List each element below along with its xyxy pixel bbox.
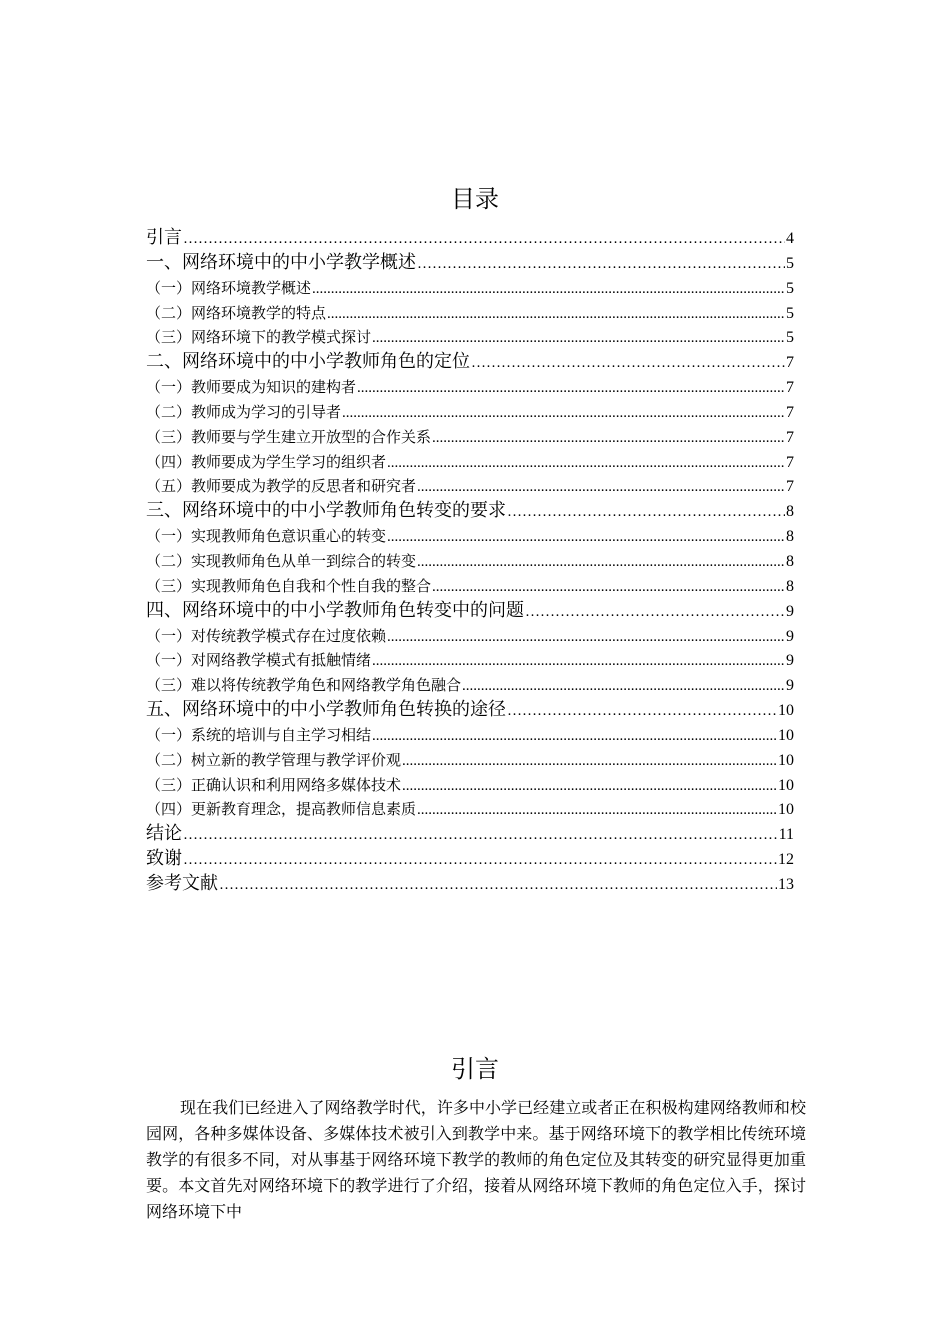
toc-dot-leader <box>417 475 785 499</box>
toc-section-entry[interactable] <box>146 301 794 326</box>
toc-section-entry[interactable] <box>146 648 794 673</box>
toc-entry-label: （四）教师要成为学生学习的组织者 <box>146 452 387 471</box>
toc-entry-label: 一、网络环境中的中小学教学概述 <box>146 251 416 273</box>
toc-dot-leader <box>507 500 785 524</box>
toc-section-entry[interactable] <box>146 624 794 649</box>
toc-section-entry[interactable] <box>146 574 794 599</box>
toc-chapter-entry[interactable] <box>146 226 794 251</box>
toc-entry-label: （二）网络环境教学的特点 <box>146 303 327 322</box>
toc-section-entry[interactable] <box>146 425 794 450</box>
intro-title: 引言 <box>451 1055 499 1083</box>
toc-page-number: 7 <box>786 403 794 421</box>
toc-chapter-entry[interactable] <box>146 698 794 723</box>
toc-section-entry[interactable] <box>146 723 794 748</box>
intro-paragraph: 现在我们已经进入了网络教学时代，许多中小学已经建立或者正在积极构建网络教师和校园网，各种多媒体设备、多媒体技术被引入到教学中来。基于网络环境下的教学相比传统环境教学的有很多不同，对从事基于网络环境下教学的教师的角色定位及其转变的研究显得更加重要。本文首先对网络环境下的教学进行了介绍，接着从网络环境下教师的角色定位入手，探讨网络环境下中 <box>146 1098 806 1221</box>
toc-entry-label: （三）正确认识和利用网络多媒体技术 <box>146 775 402 794</box>
toc-page-number: 4 <box>786 230 794 247</box>
toc-page-number: 9 <box>786 652 794 670</box>
toc-entry-label: 五、网络环境中的中小学教师角色转换的途径 <box>146 699 506 721</box>
toc-dot-leader <box>402 749 777 773</box>
toc-dot-leader <box>432 426 785 450</box>
toc-entry-label: 二、网络环境中的中小学教师角色的定位 <box>146 351 470 373</box>
toc-dot-leader <box>357 376 785 400</box>
toc-page-number: 5 <box>786 304 794 322</box>
toc-dot-leader <box>312 277 785 301</box>
toc-page-number: 10 <box>778 702 794 720</box>
toc-section-entry[interactable] <box>146 325 794 350</box>
toc-section-entry[interactable] <box>146 375 794 400</box>
toc-section-entry[interactable] <box>146 450 794 475</box>
toc-entry-label: （三）难以将传统教学角色和网络教学角色融合 <box>146 676 462 695</box>
toc-page-number: 10 <box>778 776 794 794</box>
toc-section-entry[interactable] <box>146 549 794 574</box>
toc-page-number: 7 <box>786 379 794 397</box>
toc-dot-leader <box>183 227 785 251</box>
toc-entry-label: （一）教师要成为知识的建构者 <box>146 378 357 397</box>
toc-section-entry[interactable] <box>146 474 794 499</box>
toc-chapter-entry[interactable] <box>146 251 794 276</box>
toc-page-number: 5 <box>786 254 794 272</box>
toc-dot-leader <box>417 252 785 276</box>
toc-section-entry[interactable] <box>146 773 794 798</box>
toc-dot-leader <box>183 823 778 847</box>
toc-section-entry[interactable] <box>146 400 794 425</box>
toc-section-entry[interactable] <box>146 524 794 549</box>
toc-entry-label: （四）更新教育理念，提高教师信息素质 <box>146 800 417 819</box>
toc-entry-label: （一）对传统教学模式存在过度依赖 <box>146 626 387 645</box>
toc-page-number: 8 <box>786 503 794 521</box>
toc-entry-label: 引言 <box>146 227 182 248</box>
toc-dot-leader <box>417 550 785 574</box>
toc-dot-leader <box>525 600 785 624</box>
toc-dot-leader <box>432 575 785 599</box>
toc-entry-label: 参考文献 <box>146 872 218 894</box>
toc-page-number: 9 <box>786 602 794 620</box>
toc-page-number: 12 <box>778 851 794 869</box>
toc-entry-label: （一）系统的培训与自主学习相结 <box>146 725 372 744</box>
toc-section-entry[interactable] <box>146 748 794 773</box>
toc-page-number: 10 <box>778 726 794 744</box>
toc-page-number: 11 <box>778 826 794 844</box>
toc-section-entry[interactable] <box>146 797 794 822</box>
toc-entry-label: （二）教师成为学习的引导者 <box>146 402 342 421</box>
toc-entry-label: （三）教师要与学生建立开放型的合作关系 <box>146 427 432 446</box>
toc-dot-leader <box>372 326 785 350</box>
toc-chapter-entry[interactable] <box>146 499 794 524</box>
toc-entry-label: 四、网络环境中的中小学教师角色转变中的问题 <box>146 599 524 621</box>
toc-page-number: 9 <box>786 677 794 695</box>
toc-dot-leader <box>387 451 785 475</box>
toc-entry-label: （三）实现教师角色自我和个性自我的整合 <box>146 576 432 595</box>
toc-page-number: 5 <box>786 279 794 297</box>
toc-page-number: 8 <box>786 577 794 595</box>
toc-dot-leader <box>387 525 785 549</box>
toc-entry-label: 三、网络环境中的中小学教师角色转变的要求 <box>146 500 506 522</box>
toc-page-number: 7 <box>786 453 794 471</box>
toc-page-number: 7 <box>786 428 794 446</box>
toc-chapter-entry[interactable] <box>146 350 794 375</box>
toc-page-number: 7 <box>786 354 794 372</box>
toc-dot-leader <box>327 302 785 326</box>
toc-dot-leader <box>342 401 785 425</box>
toc-entry-label: 致谢 <box>146 848 182 870</box>
toc-page-number: 9 <box>786 627 794 645</box>
toc-section-entry[interactable] <box>146 673 794 698</box>
toc-dot-leader <box>471 351 785 375</box>
toc-entry-label: （一）实现教师角色意识重心的转变 <box>146 527 387 546</box>
toc-entry-label: （三）网络环境下的教学模式探讨 <box>146 328 372 347</box>
toc-chapter-entry[interactable] <box>146 847 794 872</box>
toc-page-number: 8 <box>786 528 794 546</box>
toc-entry-label: （一）对网络教学模式有抵触情绪 <box>146 651 372 670</box>
toc-entry-label: （二）树立新的教学管理与教学评价观 <box>146 750 402 769</box>
toc-page-number: 10 <box>778 801 794 819</box>
toc-page-number: 7 <box>786 478 794 496</box>
toc-chapter-entry[interactable] <box>146 599 794 624</box>
toc-dot-leader <box>417 798 777 822</box>
toc-dot-leader <box>402 774 777 798</box>
toc-title: 目录 <box>451 185 499 213</box>
toc-chapter-entry[interactable] <box>146 822 794 847</box>
toc-chapter-entry[interactable] <box>146 872 794 897</box>
toc-dot-leader <box>372 724 777 748</box>
toc-page-number: 10 <box>778 751 794 769</box>
toc-dot-leader <box>219 873 777 897</box>
toc-page-number: 8 <box>786 552 794 570</box>
toc-entry-label: （五）教师要成为教学的反思者和研究者 <box>146 477 417 496</box>
toc-entry-label: （二）实现教师角色从单一到综合的转变 <box>146 551 417 570</box>
toc-dot-leader <box>387 625 785 649</box>
toc-dot-leader <box>462 674 785 698</box>
toc-dot-leader <box>183 848 777 872</box>
toc-page-number: 5 <box>786 329 794 347</box>
toc-dot-leader <box>507 699 777 723</box>
toc-section-entry[interactable] <box>146 276 794 301</box>
toc-page-number: 13 <box>778 875 794 893</box>
toc-entry-label: 结论 <box>146 823 182 845</box>
table-of-contents <box>146 226 794 897</box>
toc-dot-leader <box>372 649 785 673</box>
toc-entry-label: （一）网络环境教学概述 <box>146 278 312 297</box>
